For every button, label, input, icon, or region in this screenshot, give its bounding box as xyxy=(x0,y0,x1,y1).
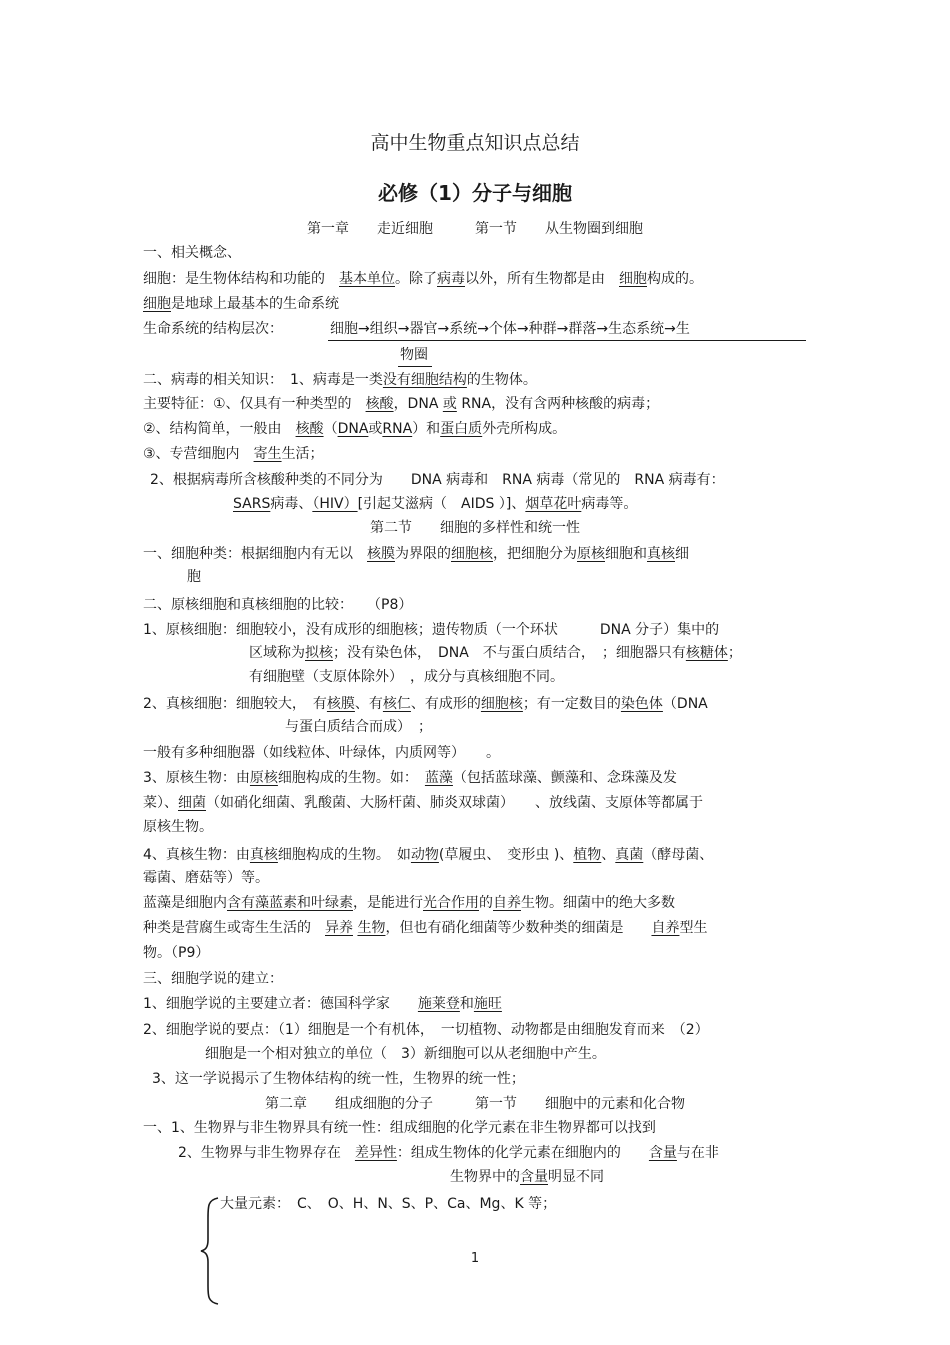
text-line: 细胞：是生物体结构和功能的 基本单位。除了病毒以外，所有生物都是由 细胞构成的。 xyxy=(143,271,703,287)
text-line: 3、这一学说揭示了生物体结构的统一性，生物界的统一性； xyxy=(152,1071,525,1087)
text-line: 4、真核生物：由真核细胞构成的生物。 如动物(草履虫、 变形虫 )、植物、真菌（酵母菌、 xyxy=(143,847,714,863)
fill-blank: 真核 xyxy=(249,847,278,863)
text-line: 种类是营腐生或寄生生活的 异养 生物，但也有硝化细菌等少数种类的细菌是 自养型生 xyxy=(143,920,708,936)
text-line: 菜）、细菌（如硝化细菌、乳酸菌、大肠杆菌、肺炎双球菌） 、放线菌、支原体等都属于 xyxy=(143,795,703,811)
fill-blank: 含量 xyxy=(520,1169,548,1185)
fill-blank: 细菌 xyxy=(178,795,206,811)
fill-blank: 染色体 xyxy=(620,696,663,712)
page-number: 1 xyxy=(470,1251,480,1266)
text-line: 1、原核细胞：细胞较小，没有成形的细胞核；遗传物质（一个环状 DNA 分子）集中的 xyxy=(143,622,720,638)
fill-blank: 细胞核 xyxy=(480,696,523,712)
fill-blank: 原核 xyxy=(249,770,278,786)
text-line: 一、细胞种类：根据细胞内有无以 核膜为界限的细胞核，把细胞分为原核细胞和真核细 xyxy=(143,546,689,562)
macro-elements-line: 大量元素： C、 O、H、N、S、P、Ca、Mg、K 等； xyxy=(220,1196,557,1212)
fill-blank: 核膜 xyxy=(326,696,355,712)
text-line: 2、细胞学说的要点：（1）细胞是一个有机体， 一切植物、动物都是由细胞发育而来 （2） xyxy=(143,1022,709,1038)
fill-blank: 病毒 xyxy=(437,271,465,287)
fill-blank: 细胞核 xyxy=(451,546,493,562)
fill-blank: RNA xyxy=(382,421,413,437)
fill-blank: 动物 xyxy=(410,847,439,863)
fill-blank: 生物 xyxy=(357,920,386,936)
fill-blank: 基本单位 xyxy=(339,271,395,287)
text-line: 原核生物。 xyxy=(143,819,213,835)
text-line: 一般有多种细胞器（如线粒体、叶绿体，内质网等） 。 xyxy=(143,745,500,761)
fill-blank: 细胞 xyxy=(619,271,647,287)
text-line: 2、生物界与非生物界存在 差异性：组成生物体的化学元素在细胞内的 含量与在非 xyxy=(178,1145,719,1161)
fill-blank: 真核 xyxy=(647,546,675,562)
text-line: 物。（P9） xyxy=(143,945,210,961)
text-line: 胞 xyxy=(187,569,201,585)
fill-blank: 差异性 xyxy=(354,1145,397,1161)
fill-blank: 施旺 xyxy=(473,996,502,1012)
fill-blank: 异养 xyxy=(325,920,353,936)
fill-blank: 蓝藻 xyxy=(424,770,453,786)
fill-blank: 自养 xyxy=(651,920,680,936)
chapter-1-heading: 第一章 走近细胞 第一节 从生物圈到细胞 xyxy=(307,221,643,237)
fill-blank: SARS xyxy=(233,496,271,512)
fill-blank: 寄生 xyxy=(253,446,282,462)
fill-blank: 核膜 xyxy=(367,546,395,562)
fill-blank: 没有细胞结构 xyxy=(382,372,467,388)
fill-blank: 拟核 xyxy=(305,645,333,661)
fill-blank: 核酸 xyxy=(365,396,394,412)
document-subtitle: 必修（1）分子与细胞 xyxy=(378,181,572,205)
text-line: 3、原核生物：由原核细胞构成的生物。如： 蓝藻（包括蓝球藻、颤藻和、念珠藻及发 xyxy=(143,770,677,786)
chapter-2-heading: 第二章 组成细胞的分子 第一节 细胞中的元素和化合物 xyxy=(265,1096,685,1112)
section-2-heading: 第二节 细胞的多样性和统一性 xyxy=(370,520,580,536)
document-title: 高中生物重点知识点总结 xyxy=(370,132,580,154)
text-line: 与蛋白质结合而成） ； xyxy=(285,719,432,735)
fill-blank: 核糖体 xyxy=(685,645,728,661)
text-line: 霉菌、磨菇等）等。 xyxy=(143,870,269,886)
fill-blank: 蛋白质 xyxy=(440,421,483,437)
fill-blank: 原核 xyxy=(577,546,605,562)
fill-blank: 核仁 xyxy=(382,696,411,712)
text-line: 一、1、生物界与非生物界具有统一性：组成细胞的化学元素在非生物界都可以找到 xyxy=(143,1120,656,1136)
text-line: 2、根据病毒所含核酸种类的不同分为 DNA 病毒和 RNA 病毒（常见的 RNA 病毒有： xyxy=(150,472,725,488)
life-levels-answer: 细胞→组织→器官→系统→个体→种群→群落→生态系统→生 xyxy=(330,321,690,337)
fill-blank: 核酸 xyxy=(295,421,324,437)
answer-underline xyxy=(328,340,806,341)
text-line: 生物界中的含量明显不同 xyxy=(450,1169,604,1185)
section-heading: 二、原核细胞和真核细胞的比较： （P8） xyxy=(143,597,413,613)
text-line: 蓝藻是细胞内含有藻蓝素和叶绿素，是能进行光合作用的自养生物。细菌中的绝大多数 xyxy=(143,895,675,911)
life-levels-answer-cont: 物圈 xyxy=(400,347,428,363)
text-line: 细胞是一个相对独立的单位（ 3）新细胞可以从老细胞中产生。 xyxy=(205,1046,606,1062)
fill-blank: 细胞 xyxy=(143,296,171,312)
fill-blank: 植物 xyxy=(573,847,602,863)
fill-blank: 自养 xyxy=(493,895,521,911)
answer-underline xyxy=(398,366,432,367)
text-line: 1、细胞学说的主要建立者：德国科学家 施莱登和施旺 xyxy=(143,996,502,1012)
text-line: ③、专营细胞内 寄生生活； xyxy=(143,446,324,462)
section-heading: 一、相关概念、 xyxy=(143,245,241,261)
fill-blank: DNA xyxy=(337,421,369,437)
fill-blank: 真菌 xyxy=(615,847,644,863)
text-line: 主要特征：①、仅具有一种类型的 核酸，DNA 或 RNA，没有含两种核酸的病毒； xyxy=(143,396,660,412)
text-line: 区域称为拟核；没有染色体， DNA 不与蛋白质结合， ；细胞器只有核糖体； xyxy=(249,645,742,661)
fill-blank: 烟草花叶 xyxy=(525,496,582,512)
text-line: SARS病毒、（HIV）[引起艾滋病（ AIDS ）]、烟草花叶病毒等。 xyxy=(233,496,638,512)
fill-blank: （HIV） xyxy=(312,496,358,512)
fill-blank: 施莱登 xyxy=(417,996,460,1012)
fill-blank: 含有藻蓝素和叶绿素 xyxy=(227,895,353,911)
text-line: 细胞是地球上最基本的生命系统 xyxy=(143,296,339,312)
text-line: 有细胞壁（支原体除外） ，成分与真核细胞不同。 xyxy=(249,669,564,685)
section-heading: 二、病毒的相关知识： 1、病毒是一类没有细胞结构的生物体。 xyxy=(143,372,537,388)
fill-blank: 光合作用 xyxy=(423,895,479,911)
text-line: 2、真核细胞：细胞较大， 有核膜、有核仁、有成形的细胞核；有一定数目的染色体（DNA xyxy=(143,696,708,712)
section-heading: 三、细胞学说的建立： xyxy=(143,971,283,987)
fill-blank: 含量 xyxy=(648,1145,677,1161)
fill-blank: 或 xyxy=(442,396,457,412)
text-line: 生命系统的结构层次： xyxy=(143,321,283,337)
text-line: ②、结构简单，一般由 核酸（DNA或RNA）和蛋白质外壳所构成。 xyxy=(143,421,567,437)
